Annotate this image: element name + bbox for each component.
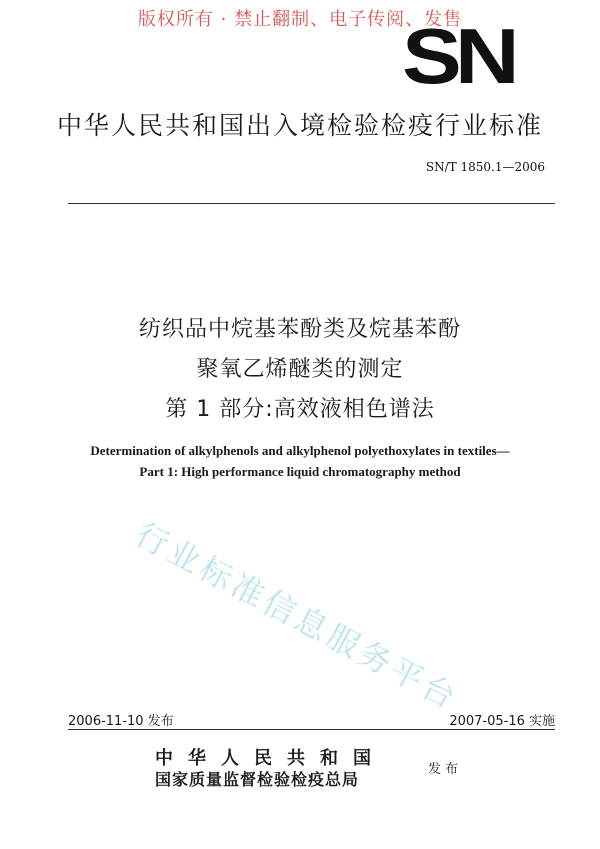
title-cn-line-2: 聚氧乙烯醚类的测定 xyxy=(196,357,404,382)
copyright-banner: 版权所有 · 禁止翻制、电子传阅、发售 xyxy=(137,9,463,30)
top-divider xyxy=(68,203,555,204)
sn-logo: SN xyxy=(402,12,513,100)
issue-date: 2006-11-10 发布 xyxy=(68,714,174,729)
title-cn-line-3: 第 1 部分:高效液相色谱法 xyxy=(165,397,435,422)
issuer-line-2: 国家质量监督检验检疫总局 xyxy=(155,770,360,789)
title-cn-line-1: 纺织品中烷基苯酚类及烷基苯酚 xyxy=(138,317,461,342)
issuer-line-1: 中华人民共和国 xyxy=(155,748,386,769)
issuing-agency-heading: 中华人民共和国出入境检验检疫行业标准 xyxy=(56,111,543,140)
publish-label: 发布 xyxy=(428,762,463,777)
bottom-divider xyxy=(68,729,555,730)
title-en-line-1: Determination of alkylphenols and alkylphenol polyethoxylates in textiles— xyxy=(90,443,510,458)
issuer-block xyxy=(155,748,386,790)
title-en-line-2: Part 1: High performance liquid chromatography method xyxy=(139,464,461,479)
standard-code: SN/T 1850.1—2006 xyxy=(425,160,545,174)
implement-date: 2007-05-16 实施 xyxy=(449,714,555,729)
watermark: 行业标准信息服务平台 xyxy=(129,515,466,718)
